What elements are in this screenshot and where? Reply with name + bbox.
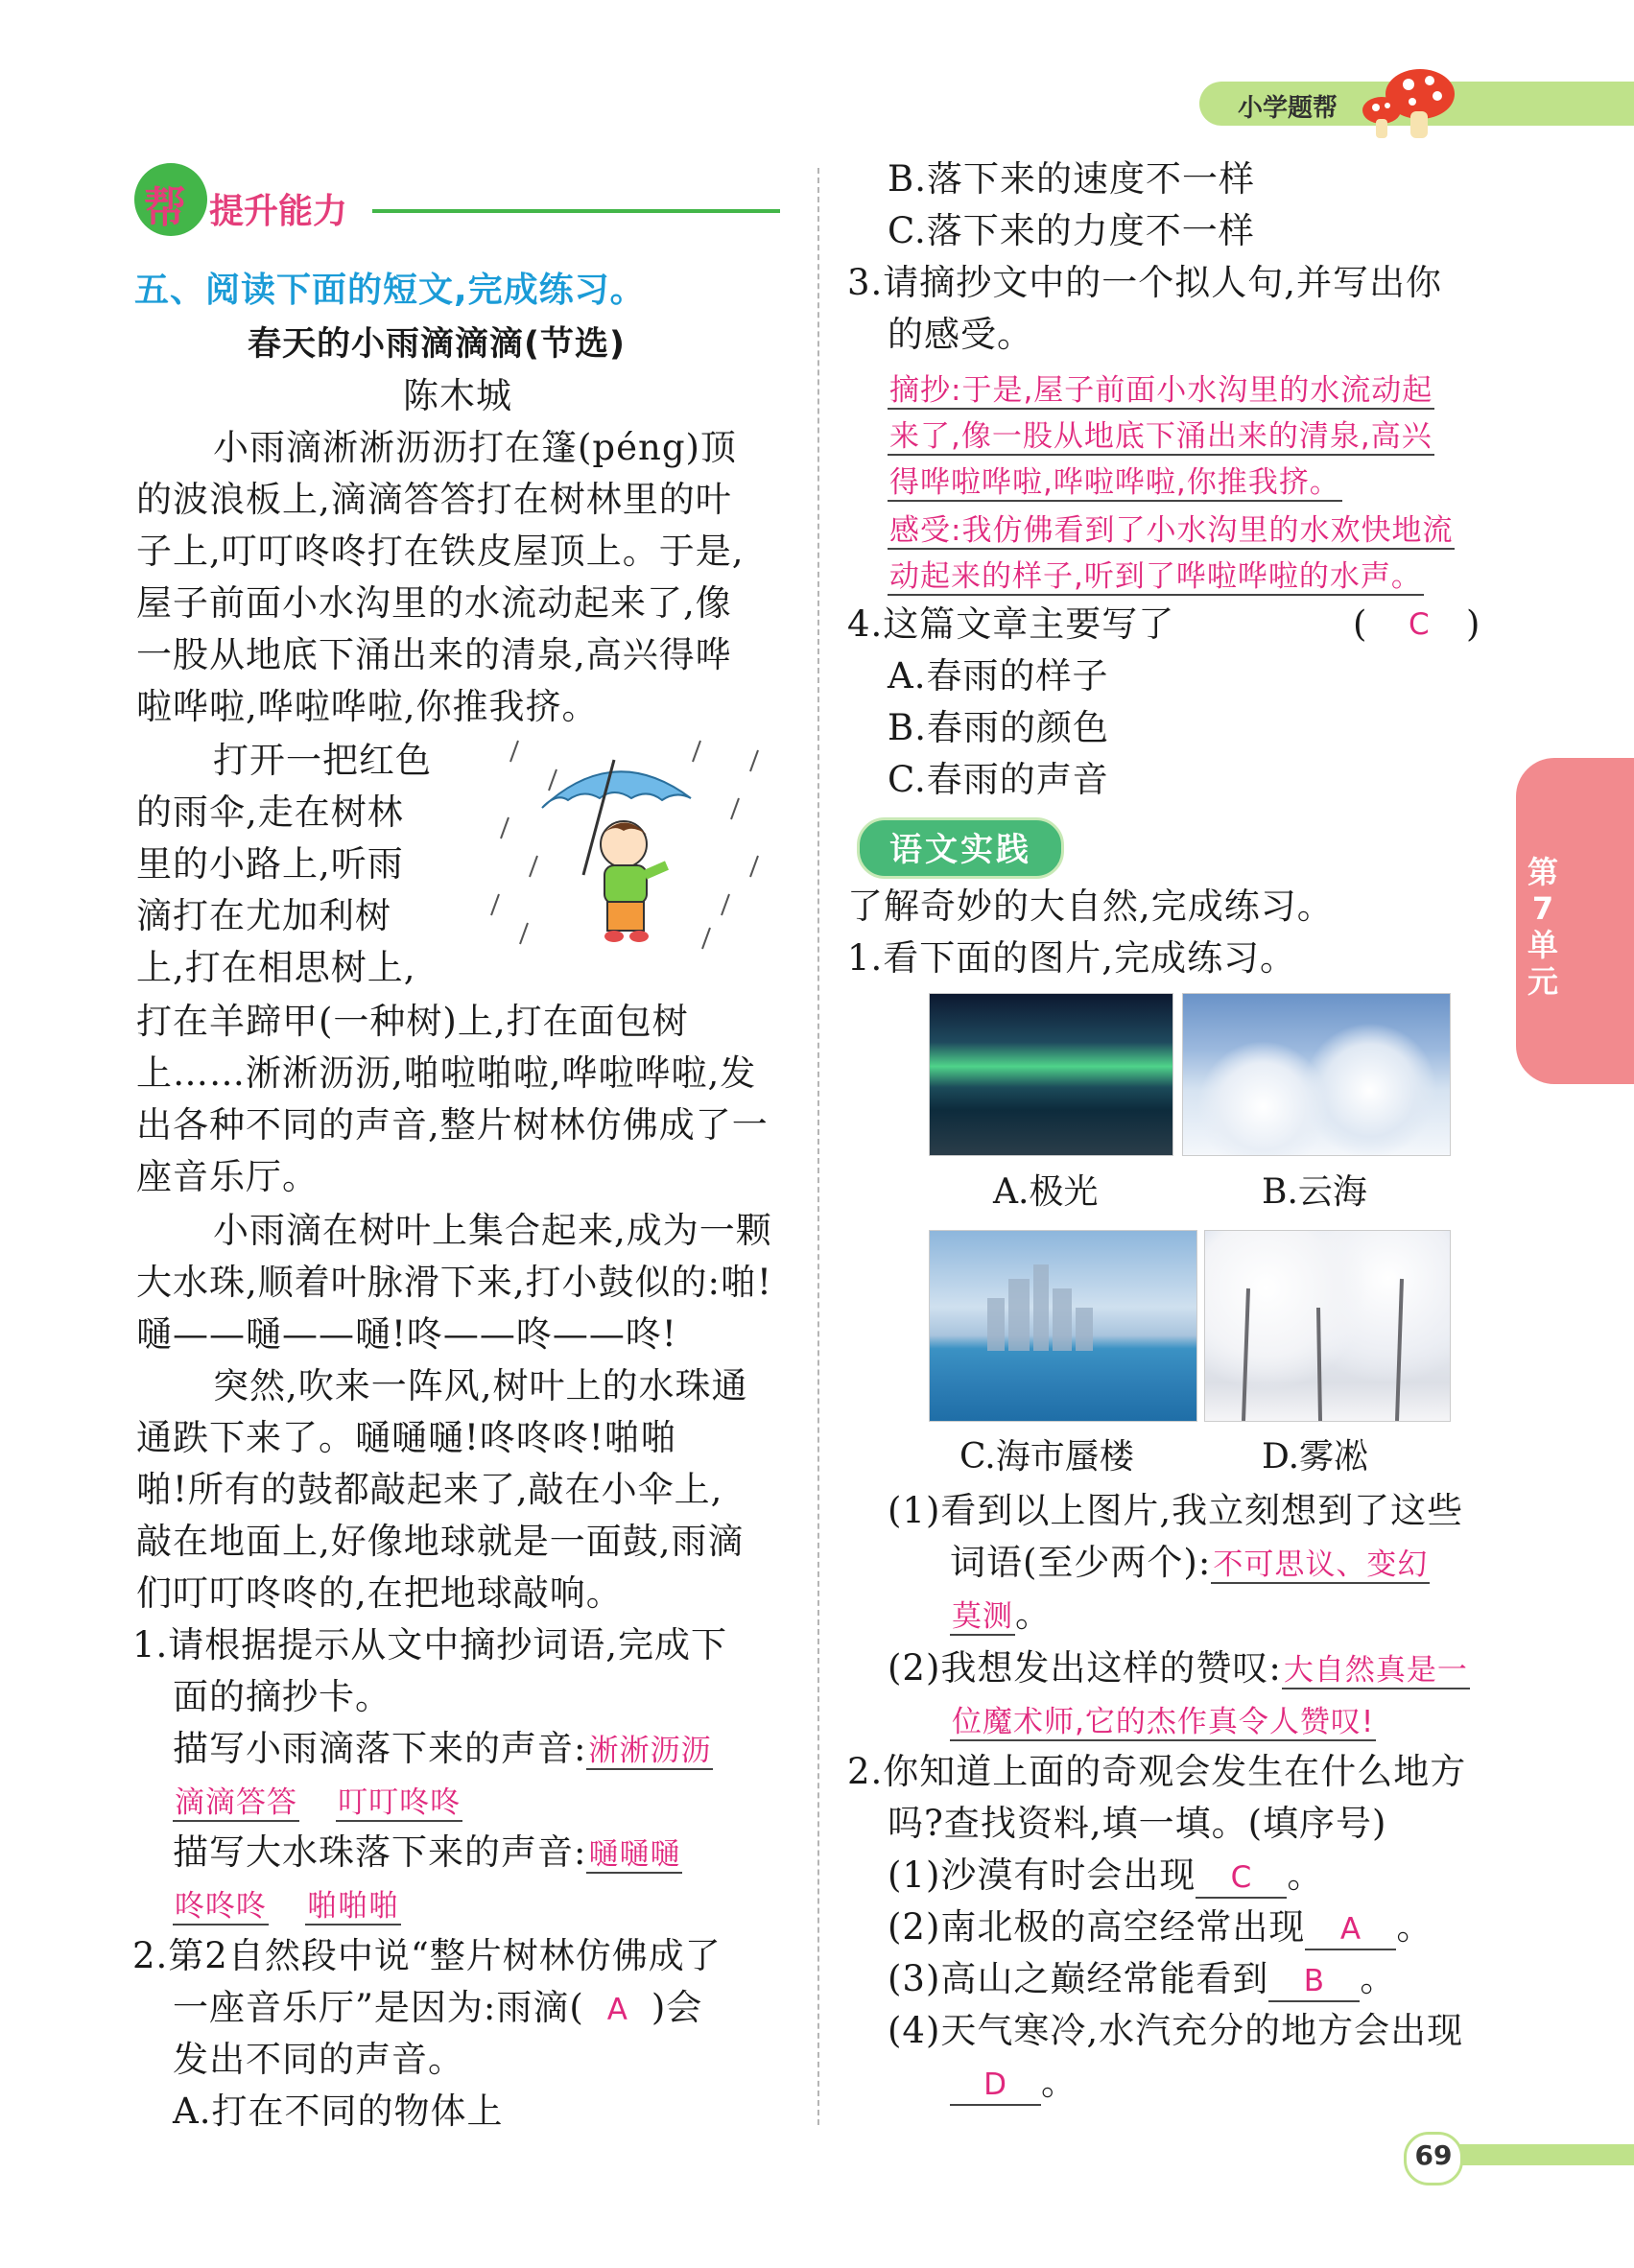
para4-line4: 敲在地面上,好像地球就是一面鼓,雨滴 (136, 1521, 745, 1562)
q3-answer-text3: 得哗啦哗啦,哗啦哗啦,你推我挤。 (889, 465, 1340, 500)
para1-line4: 屋子前面小水沟里的水流动起来了,像 (136, 582, 732, 624)
para2-line1: 打开一把红色 (213, 740, 432, 781)
mirage-photo (929, 1230, 1197, 1422)
p1-2-line2 (950, 1694, 1376, 1748)
para2-line5: 上,打在相思树上, (136, 947, 416, 988)
p2-line1: 2.你知道上面的奇观会发生在什么地方 (847, 1751, 1467, 1792)
q2-line3: 发出不同的声音。 (173, 2039, 464, 2080)
q1-answer2: 滴滴答答 (175, 1785, 297, 1820)
q3-answer-text5: 动起来的样子,听到了哗啦哗啦的水声。 (889, 559, 1422, 594)
q1-line2: 面的摘抄卡。 (173, 1676, 391, 1717)
rime-trees-graphic (1205, 1231, 1450, 1421)
para1-line6: 啦哗啦,哗啦哗啦,你推我挤。 (136, 686, 599, 727)
q1-answer4: 嗵嗵嗵 (588, 1837, 681, 1872)
q4-paren-open: ( (1353, 603, 1368, 645)
q1-answer6: 啪啪啪 (307, 1889, 400, 1924)
q2-option-a: A.打在不同的物体上 (173, 2091, 504, 2132)
caption-a: A.极光 (993, 1172, 1099, 1212)
q2-line2-end: )会 (651, 1987, 703, 2028)
p2-item3-text: (3)高山之巅经常能看到 (888, 1958, 1269, 1999)
page-number: 69 (1414, 2139, 1453, 2171)
q1-line1: 1.请根据提示从文中摘抄词语,完成下 (132, 1624, 728, 1666)
para2-line2: 的雨伞,走在树林 (136, 791, 404, 833)
q1-label1: 描写小雨滴落下来的声音: (173, 1728, 587, 1769)
section-badge-char: 帮 (144, 183, 186, 232)
para4-line3: 啪!所有的鼓都敲起来了,敲在小伞上, (136, 1469, 723, 1510)
para3-line1: 小雨滴在树叶上集合起来,成为一颗 (213, 1210, 772, 1251)
q4-option-b: B.春雨的颜色 (888, 707, 1109, 748)
p2-item3 (888, 1953, 1396, 2005)
q2-option-b: B.落下来的速度不一样 (888, 158, 1255, 200)
rain-umbrella-boy-illustration (470, 731, 777, 952)
q4-option-a: A.春雨的样子 (888, 655, 1109, 697)
q4-paren-close: ) (1466, 603, 1481, 645)
para3-line2: 大水珠,顺着叶脉滑下来,打小鼓似的:啪! (136, 1262, 772, 1303)
q3-answer-text4: 感受:我仿佛看到了小水沟里的水欢快地流 (889, 513, 1454, 548)
p2-line2: 吗?查找资料,填一填。(填序号) (888, 1803, 1387, 1844)
p2-item3-answer: B (1268, 1962, 1360, 2002)
p2-item3-end: 。 (1360, 1958, 1397, 1999)
p1-1-answer1: 不可思议、变幻 (1213, 1547, 1429, 1582)
caption-b: B.云海 (1262, 1172, 1367, 1212)
para4-line2: 通跌下来了。嗵嗵嗵!咚咚咚!啪啪 (136, 1417, 677, 1458)
para2-line8: 出各种不同的声音,整片树林仿佛成了一 (136, 1104, 769, 1146)
brand-label: 小学题帮 (1238, 94, 1338, 123)
unit-side-tab-text: 第7单元 (1527, 854, 1558, 1000)
q1-answers-row2 (173, 1878, 401, 1932)
para2-line7: 上……淅淅沥沥,啪啦啪啦,哗啦哗啦,发 (136, 1052, 757, 1094)
p1-1-prompt: 词语(至少两个): (950, 1542, 1212, 1583)
q1-prompt1 (173, 1723, 713, 1777)
para2-line3: 里的小路上,听雨 (136, 843, 404, 885)
p1-1-line3 (950, 1589, 1052, 1642)
p2-item2-answer: A (1305, 1910, 1396, 1950)
q2-answer: A (606, 1993, 628, 2027)
passage-title: 春天的小雨滴滴滴(节选) (248, 325, 626, 364)
q4-option-c: C.春雨的声音 (888, 759, 1109, 800)
p2-item4: (4)天气寒冷,水汽充分的地方会出现 (888, 2010, 1464, 2051)
q1-answer5: 咚咚咚 (175, 1889, 267, 1924)
p2-item2-text: (2)南北极的高空经常出现 (888, 1906, 1306, 1948)
q2-line1: 2.第2自然段中说“整片树林仿佛成了 (132, 1935, 722, 1976)
para4-line1: 突然,吹来一阵风,树叶上的水珠通 (213, 1365, 748, 1406)
p1-1-line2 (950, 1537, 1430, 1591)
q1-answer1: 淅淅沥沥 (588, 1734, 712, 1768)
para3-line3: 嗵——嗵——嗵!咚——咚——咚! (136, 1313, 677, 1355)
q2-line2 (173, 1982, 702, 2036)
cloud-sea-photo (1182, 993, 1451, 1156)
p1-2-answer1: 大自然真是一 (1283, 1653, 1468, 1688)
p2-item1-text: (1)沙漠有时会出现 (888, 1855, 1196, 1896)
p2-item4-answer: D (950, 2066, 1041, 2106)
q1-answers-row1 (173, 1775, 462, 1829)
caption-c: C.海市蜃楼 (959, 1437, 1134, 1477)
section-rule (372, 209, 780, 213)
p1-question: 1.看下面的图片,完成练习。 (847, 937, 1297, 979)
p1-2-line1 (888, 1642, 1470, 1696)
p2-item4-answer-line (950, 2057, 1077, 2109)
q3-answer-text2: 来了,像一股从地底下涌出来的清泉,高兴 (889, 419, 1433, 454)
practice-intro: 了解奇妙的大自然,完成练习。 (847, 886, 1334, 927)
para1-line5: 一股从地底下涌出来的清泉,高兴得哗 (136, 634, 732, 675)
q1-prompt2 (173, 1827, 682, 1880)
q3-answer-text1: 摘抄:于是,屋子前面小水沟里的水流动起 (889, 373, 1433, 408)
author: 陈木城 (403, 375, 512, 416)
practice-label: 语文实践 (889, 831, 1031, 869)
mushroom-icon (1353, 58, 1458, 144)
para1-line1: 小雨滴淅淅沥沥打在篷(péng)顶 (213, 427, 737, 468)
p2-item2-end: 。 (1396, 1906, 1433, 1948)
q1-label2: 描写大水珠落下来的声音: (173, 1831, 587, 1873)
q3-line1: 3.请摘抄文中的一个拟人句,并写出你 (847, 262, 1443, 303)
q5-heading: 五、阅读下面的短文,完成练习。 (134, 271, 646, 310)
p2-item1-end: 。 (1287, 1855, 1324, 1896)
para4-line5: 们叮叮咚咚的,在把地球敲响。 (136, 1572, 623, 1614)
p2-item1-answer: C (1196, 1858, 1287, 1899)
q4-line: 4.这篇文章主要写了 (847, 603, 1175, 645)
q1-answer3: 叮叮咚咚 (338, 1785, 462, 1820)
q3-line2: 的感受。 (888, 314, 1033, 355)
caption-d: D.雾凇 (1262, 1437, 1369, 1477)
p2-item1 (888, 1850, 1323, 1902)
q3-answer-line3 (888, 455, 1342, 508)
p1-2-prompt: (2)我想发出这样的赞叹: (888, 1647, 1282, 1689)
aurora-photo (929, 993, 1173, 1156)
p2-item4-end: 。 (1041, 2062, 1077, 2103)
q3-answer-line5 (888, 549, 1424, 602)
q2-option-c: C.落下来的力度不一样 (888, 210, 1255, 251)
section-title: 提升能力 (209, 192, 348, 231)
page-number-bar (1439, 2144, 1634, 2165)
mirage-city-graphic (930, 1231, 1196, 1421)
p1-1-line1: (1)看到以上图片,我立刻想到了这些 (888, 1490, 1464, 1531)
q4-answer: C (1409, 607, 1431, 642)
para2-line4: 滴打在尤加利树 (136, 895, 391, 936)
para2-line6: 打在羊蹄甲(一种树)上,打在面包树 (136, 1001, 689, 1042)
para1-line3: 子上,叮叮咚咚打在铁皮屋顶上。于是, (136, 531, 745, 572)
p1-2-answer2: 位魔术师,它的杰作真令人赞叹! (952, 1705, 1375, 1739)
para1-line2: 的波浪板上,滴滴答答打在树林里的叶 (136, 479, 732, 520)
column-divider (817, 168, 819, 2125)
q2-line2-text: 一座音乐厅”是因为:雨滴( (173, 1987, 584, 2028)
rime-photo (1204, 1230, 1451, 1422)
p1-1-end: 。 (1015, 1594, 1052, 1635)
para2-line9: 座音乐厅。 (136, 1156, 319, 1197)
p1-1-answer2: 莫测 (952, 1599, 1013, 1634)
p2-item2 (888, 1902, 1433, 1953)
